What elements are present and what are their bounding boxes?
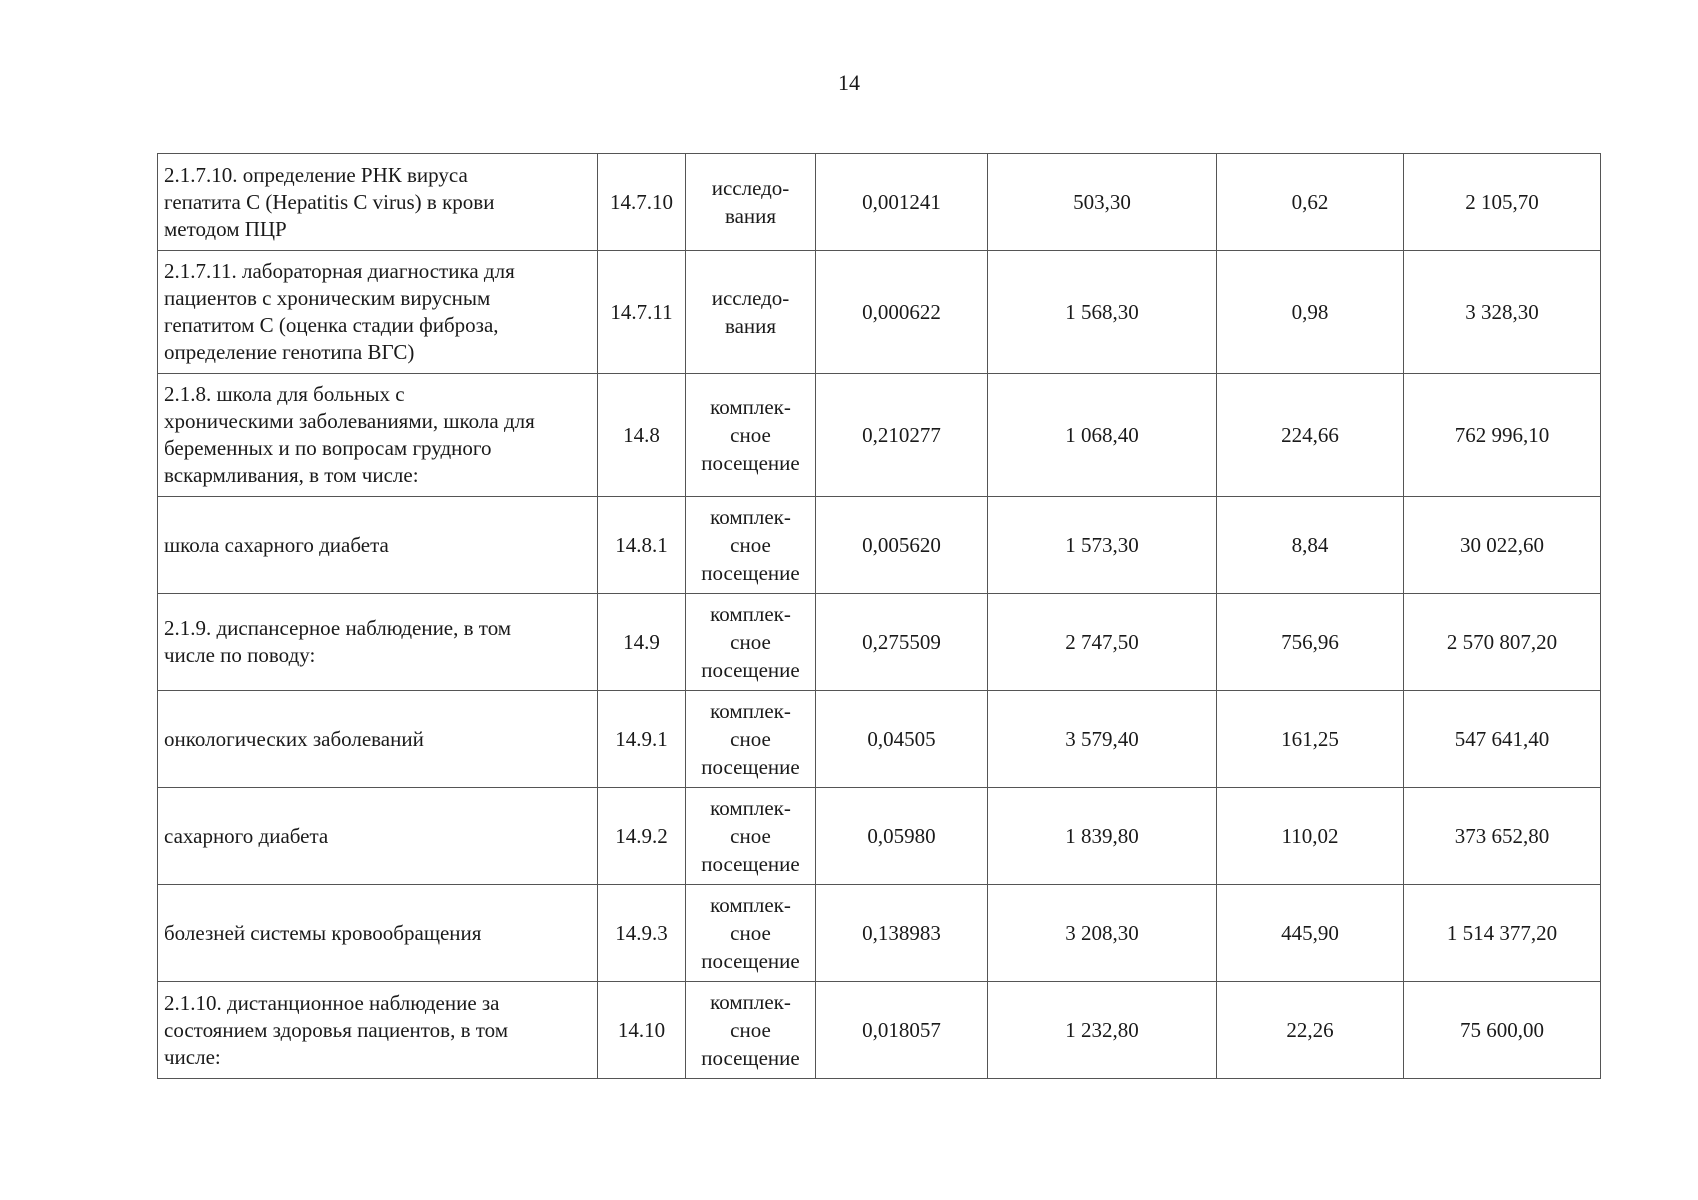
- cell-code: 14.10: [598, 982, 686, 1079]
- data-table: [157, 153, 1601, 1079]
- cell-value-4: 2 105,70: [1404, 154, 1601, 251]
- cell-code: 14.7.10: [598, 154, 686, 251]
- table-row: [158, 154, 1601, 251]
- cell-value-1: 0,138983: [816, 885, 988, 982]
- cell-code: 14.8: [598, 374, 686, 497]
- cell-value-4: 30 022,60: [1404, 497, 1601, 594]
- cell-value-3: 445,90: [1217, 885, 1404, 982]
- cell-value-2: 503,30: [988, 154, 1217, 251]
- cell-value-3: 0,62: [1217, 154, 1404, 251]
- cell-value-2: 1 232,80: [988, 982, 1217, 1079]
- cell-value-4: 373 652,80: [1404, 788, 1601, 885]
- cell-value-1: 0,005620: [816, 497, 988, 594]
- table-row: [158, 691, 1601, 788]
- cell-unit: комплек- сное посещение: [686, 594, 816, 691]
- cell-name: 2.1.7.10. определение РНК вируса гепатита С (Hepatitis С virus) в крови методом ПЦР: [158, 154, 598, 251]
- cell-name: 2.1.7.11. лабораторная диагностика для пациентов с хроническим вирусным гепатитом С (оценка стадии фиброза, определение генотипа ВГС): [158, 251, 598, 374]
- cell-value-3: 0,98: [1217, 251, 1404, 374]
- cell-name: 2.1.8. школа для больных с хроническими заболеваниями, школа для беременных и по вопросам грудного вскармливания, в том числе:: [158, 374, 598, 497]
- cell-value-2: 3 208,30: [988, 885, 1217, 982]
- table-row: [158, 982, 1601, 1079]
- cell-value-2: 1 573,30: [988, 497, 1217, 594]
- cell-code: 14.7.11: [598, 251, 686, 374]
- cell-name: школа сахарного диабета: [158, 497, 598, 594]
- cell-value-3: 8,84: [1217, 497, 1404, 594]
- cell-unit: исследо- вания: [686, 251, 816, 374]
- cell-unit: комплек- сное посещение: [686, 788, 816, 885]
- cell-value-4: 547 641,40: [1404, 691, 1601, 788]
- cell-value-3: 161,25: [1217, 691, 1404, 788]
- cell-name: сахарного диабета: [158, 788, 598, 885]
- cell-code: 14.9.1: [598, 691, 686, 788]
- cell-value-1: 0,05980: [816, 788, 988, 885]
- cell-value-2: 3 579,40: [988, 691, 1217, 788]
- table-row: [158, 374, 1601, 497]
- cell-code: 14.9.2: [598, 788, 686, 885]
- cell-value-4: 75 600,00: [1404, 982, 1601, 1079]
- cell-value-1: 0,018057: [816, 982, 988, 1079]
- cell-value-4: 1 514 377,20: [1404, 885, 1601, 982]
- cell-name: 2.1.9. диспансерное наблюдение, в том числе по поводу:: [158, 594, 598, 691]
- cell-unit: комплек- сное посещение: [686, 497, 816, 594]
- cell-value-4: 3 328,30: [1404, 251, 1601, 374]
- cell-name: онкологических заболеваний: [158, 691, 598, 788]
- cell-unit: комплек- сное посещение: [686, 885, 816, 982]
- table-row: [158, 885, 1601, 982]
- cell-value-3: 224,66: [1217, 374, 1404, 497]
- cell-code: 14.8.1: [598, 497, 686, 594]
- cell-value-1: 0,001241: [816, 154, 988, 251]
- cell-code: 14.9: [598, 594, 686, 691]
- cell-value-2: 2 747,50: [988, 594, 1217, 691]
- cell-unit: комплек- сное посещение: [686, 691, 816, 788]
- table-row: [158, 497, 1601, 594]
- cell-value-1: 0,000622: [816, 251, 988, 374]
- cell-value-3: 110,02: [1217, 788, 1404, 885]
- table-row: [158, 251, 1601, 374]
- cell-value-2: 1 839,80: [988, 788, 1217, 885]
- table-row: [158, 594, 1601, 691]
- cell-value-2: 1 568,30: [988, 251, 1217, 374]
- cell-value-1: 0,275509: [816, 594, 988, 691]
- cell-value-1: 0,04505: [816, 691, 988, 788]
- cell-value-2: 1 068,40: [988, 374, 1217, 497]
- page-number: 14: [838, 70, 860, 95]
- cell-unit: исследо- вания: [686, 154, 816, 251]
- cell-unit: комплек- сное посещение: [686, 374, 816, 497]
- cell-name: 2.1.10. дистанционное наблюдение за состоянием здоровья пациентов, в том числе:: [158, 982, 598, 1079]
- cell-value-1: 0,210277: [816, 374, 988, 497]
- cell-value-3: 756,96: [1217, 594, 1404, 691]
- cell-value-4: 762 996,10: [1404, 374, 1601, 497]
- cell-unit: комплек- сное посещение: [686, 982, 816, 1079]
- table-row: [158, 788, 1601, 885]
- cell-value-3: 22,26: [1217, 982, 1404, 1079]
- cell-code: 14.9.3: [598, 885, 686, 982]
- cell-name: болезней системы кровообращения: [158, 885, 598, 982]
- cell-value-4: 2 570 807,20: [1404, 594, 1601, 691]
